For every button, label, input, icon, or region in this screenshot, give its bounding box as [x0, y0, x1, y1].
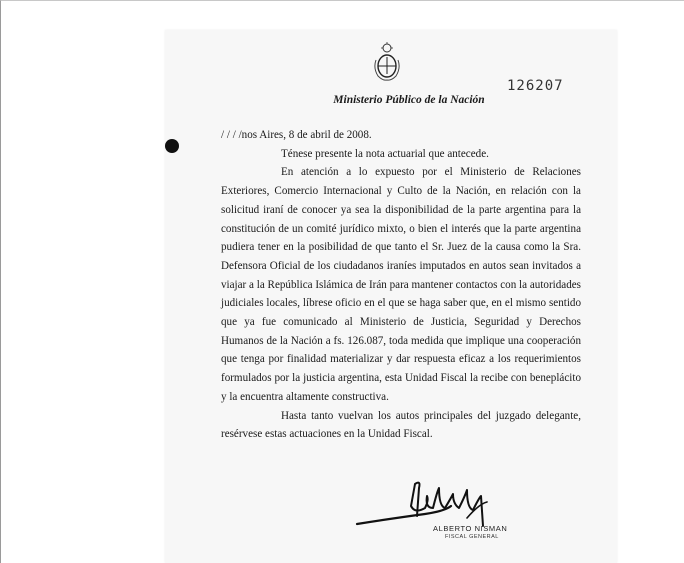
- resolution-body: [221, 126, 581, 444]
- date-line: / / / /nos Aires, 8 de abril de 2008.: [221, 129, 372, 141]
- paragraph: Hasta tanto vuelvan los autos principales del juzgado delegante, resérvese estas actuaciones en la Unidad Fiscal.: [221, 409, 581, 441]
- signatory-title: FISCAL GENERAL: [445, 534, 499, 540]
- paragraph: Ténese presente la nota actuarial que antecede.: [281, 147, 489, 160]
- document-number-stamp: 126207: [507, 78, 564, 94]
- punch-hole-mark: [165, 139, 179, 153]
- paragraph: En atención a lo expuesto por el Ministerio de Relaciones Exteriores, Comercio Internacional y Culto de la Nación, en relación con la solicitud iraní de conocer ya sea la disponibilidad de la parte argentina para la constitución de un comité jurídico mixto, o bien el interés que la parte argentina pudiera tener en la posibilidad de que tanto el Sr. Juez de la causa como la Sra. Defensora Oficial de los ciudadanos iraníes imputados en autos sean invitados a viajar a la República Islámica de Irán para mantener contactos con la autoridades judiciales locales, líbrese oficio en el que se haga saber que, en el mismo sentido que ya fue comunicado al Ministerio de Justicia, Seguridad y Derechos Humanos de la Nación a fs. 126.087, toda medida que implique una cooperación que tenga por finalidad materializar y dar respuesta eficaz a los requerimientos formulados por la justicia argentina, esta Unidad Fiscal la recibe con beneplácito y la encuentra altamente constructiva.: [221, 166, 581, 403]
- national-coat-of-arms-icon: [373, 42, 401, 82]
- signatory-name: ALBERTO NISMAN: [433, 524, 508, 533]
- document-page: [165, 30, 617, 563]
- handwritten-signature: [355, 478, 505, 530]
- institution-heading: Ministerio Público de la Nación: [333, 94, 485, 106]
